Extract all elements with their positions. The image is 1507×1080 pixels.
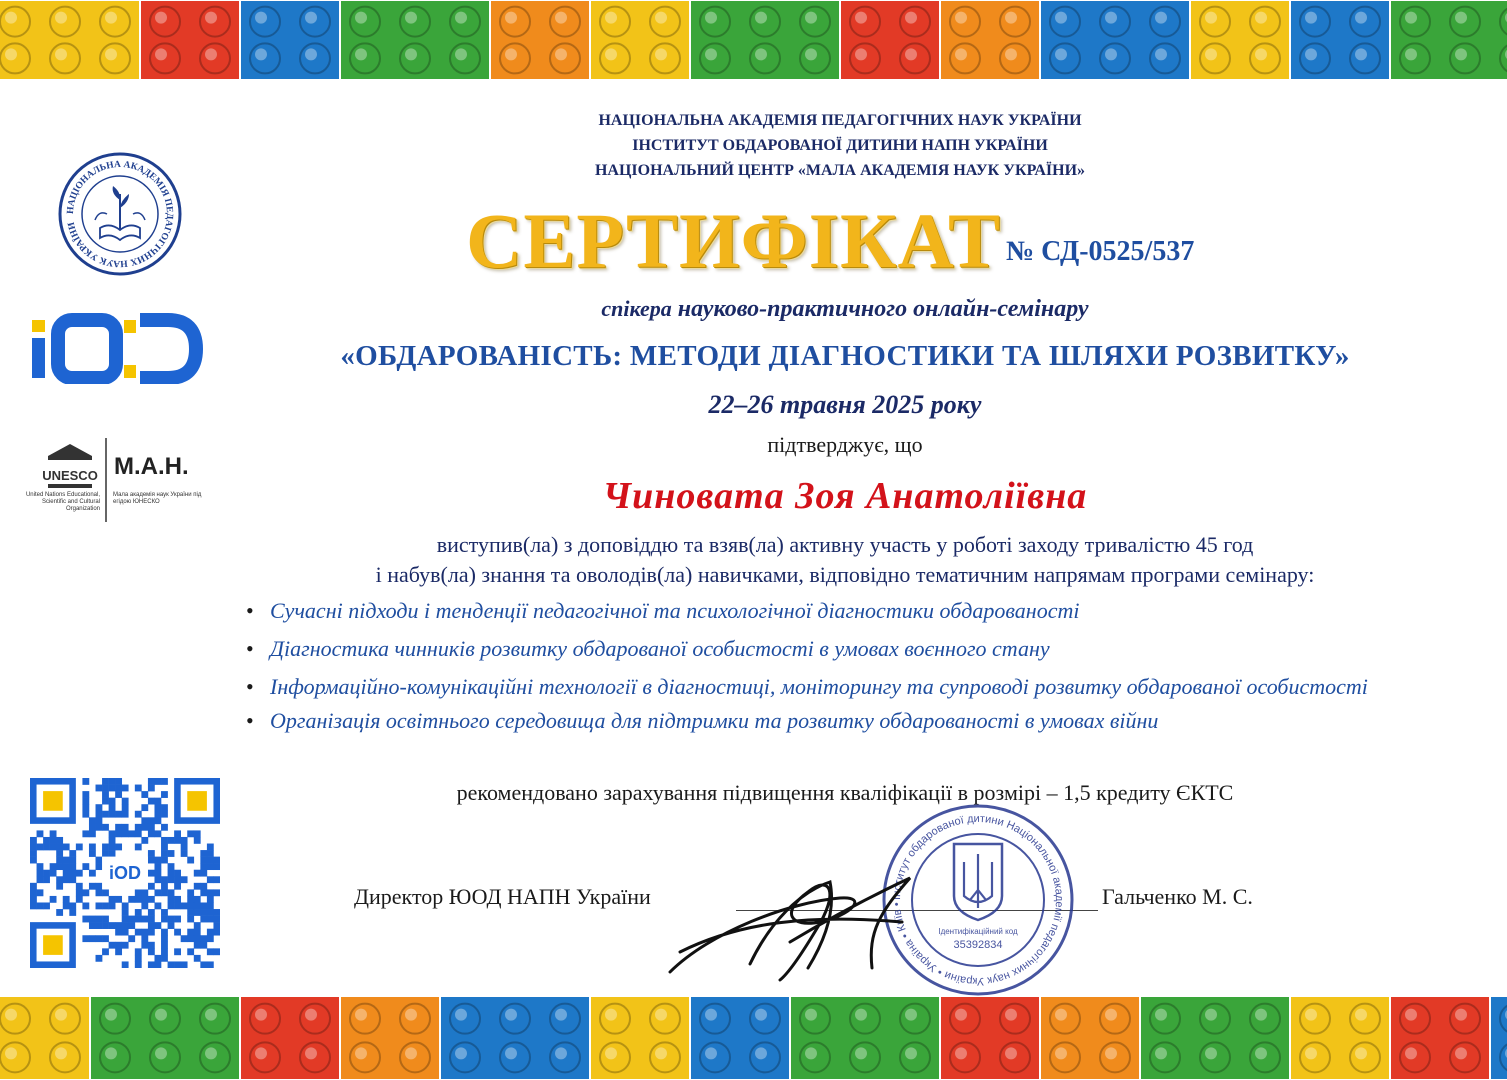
brick [690,0,840,80]
svg-text:М.А.Н.: М.А.Н. [114,453,189,480]
brick [590,996,690,1080]
svg-text:Інститут обдарованої дитини На: Інститут обдарованої дитини Національної академії педагогічних наук України • Україна • Київ • [890,812,1066,988]
brick [340,996,440,1080]
brick [140,0,240,80]
brick [1040,996,1140,1080]
director-signature [640,852,940,982]
brick [1490,996,1507,1080]
institution-header [480,108,1200,183]
header-line-man: НАЦІОНАЛЬНИЙ ЦЕНТР «МАЛА АКАДЕМІЯ НАУК УКРАЇНИ» [594,162,1086,179]
topics-list [240,596,1420,744]
brick [340,0,490,80]
svg-text:iOD: iOD [28,312,30,313]
napn-seal-logo [55,150,185,278]
brick [240,0,340,80]
svg-text:Ідентифікаційний код: Ідентифікаційний код [938,927,1018,936]
speaker-rest: науково-практичного онлайн-семінару [677,296,1089,322]
brick [0,996,90,1080]
brick [1190,0,1290,80]
brick [1390,0,1507,80]
unesco-caption: United Nations Educational, Scientific and Cultural Organization [25,492,100,512]
topic-text: Сучасні підходи і тенденції педагогічної та психологічної діагностики обдарованості [270,598,1080,623]
brick [1290,0,1390,80]
brick [840,0,940,80]
body-line-2: і набув(ла) знання та оволодів(ла) навичками, відповідно тематичним напрямам програми семінару: [375,562,1315,587]
svg-text:UNESCO: UNESCO [42,468,98,483]
brick [690,996,790,1080]
brick [90,996,240,1080]
qr-code[interactable] [30,778,220,968]
qr-center-label: iOD [108,863,142,883]
man-caption: Мала академія наук України під егідою ЮНЕСКО [113,492,202,505]
brick [790,996,940,1080]
recommendation-text: рекомендовано зарахування підвищення кваліфікації в розмірі – 1,5 кредиту ЄКТС [456,780,1234,805]
top-brick-border [0,0,1507,80]
certificate-title: СЕРТИФІКАТ [466,197,1002,284]
brick [1140,996,1290,1080]
certificate-number: № СД-0525/537 [1006,236,1195,267]
brick [490,0,590,80]
brick-pattern-top [0,0,1507,80]
brick [1290,996,1390,1080]
topic-text: Інформаційно-комунікаційні технології в діагностиці, моніторингу та супроводі розвитку обдарованої особистості [270,674,1368,699]
svg-text:НАЦІОНАЛЬНА АКАДЕМІЯ ПЕДАГОГІЧ: НАЦІОНАЛЬНА АКАДЕМІЯ ПЕДАГОГІЧНИХ НАУК УКРАЇНИ [65,159,175,269]
svg-text:35392834: 35392834 [953,939,1003,951]
header-line-institute: ІНСТИТУТ ОБДАРОВАНОЇ ДИТИНИ НАПН УКРАЇНИ [632,137,1048,154]
brick [940,996,1040,1080]
brick-pattern-bottom [0,996,1507,1080]
header-line-academy: НАЦІОНАЛЬНА АКАДЕМІЯ ПЕДАГОГІЧНИХ НАУК УКРАЇНИ [598,112,1082,129]
brick [0,0,140,80]
bottom-brick-border [0,996,1507,1080]
director-position: Директор ЮОД НАПН України [354,884,651,909]
event-dates: 22–26 травня 2025 року [708,390,982,419]
brick [590,0,690,80]
speaker-prefix: спікера [601,296,672,321]
list-item: • Інформаційно-комунікаційні технології в діагностиці, моніторингу та супроводі розвитку обдарованої особистості [246,674,1368,699]
list-item: • Організація освітнього середовища для підтримки та розвитку обдарованості в умовах війни [246,708,1159,733]
brick [940,0,1040,80]
director-name: Гальченко М. С. [1102,884,1253,909]
recipient-name: Чиновата Зоя Анатоліївна [602,475,1088,517]
list-item: • Діагностика чинників розвитку обдарованої особистості в умовах воєнного стану [246,636,1050,661]
brick [1390,996,1490,1080]
iod-logo [28,312,203,384]
event-title: «ОБДАРОВАНІСТЬ: МЕТОДИ ДІАГНОСТИКИ ТА ШЛЯХИ РОЗВИТКУ» [340,340,1350,372]
unesco-man-logo [20,436,220,526]
speaker-line [200,296,1490,323]
topic-text: Організація освітнього середовища для підтримки та розвитку обдарованості в умовах війни [270,708,1159,733]
body-line-1: виступив(ла) з доповіддю та взяв(ла) активну участь у роботі заходу тривалістю 45 год [436,532,1254,557]
list-item: • Сучасні підходи і тенденції педагогічної та психологічної діагностики обдарованості [246,598,1080,623]
brick [240,996,340,1080]
brick [1040,0,1190,80]
confirms-text: підтверджує, що [767,432,923,457]
brick [440,996,590,1080]
topic-text: Діагностика чинників розвитку обдарованої особистості в умовах воєнного стану [270,636,1050,661]
